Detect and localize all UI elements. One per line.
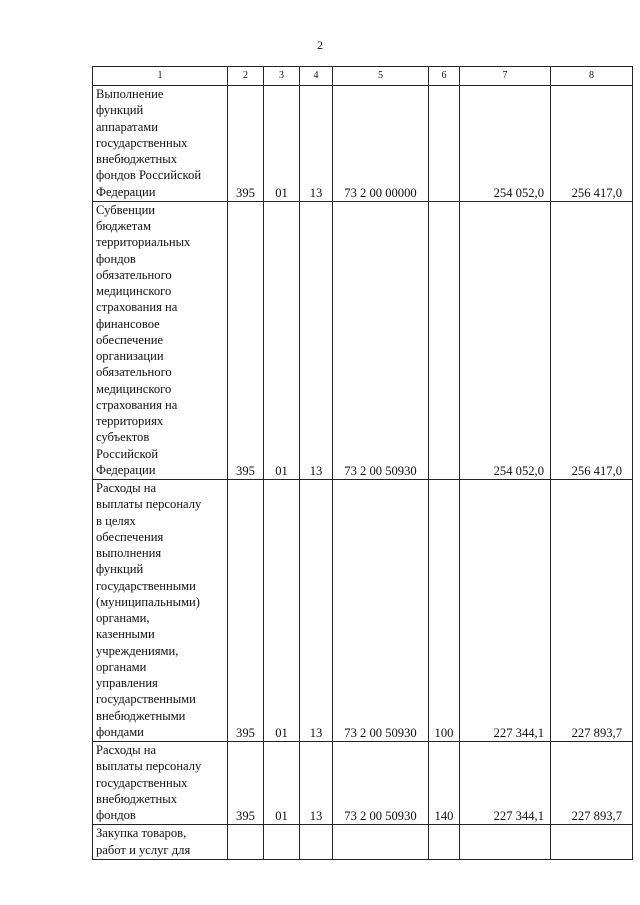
table-row xyxy=(93,86,633,202)
row-ministry-code: 395 xyxy=(228,742,264,825)
row-amount-col8 xyxy=(551,825,633,860)
row-expense-type: 100 xyxy=(429,480,460,742)
header-col-7: 7 xyxy=(460,67,551,86)
header-col-8: 8 xyxy=(551,67,633,86)
row-section-code: 01 xyxy=(264,201,300,479)
row-subsection-code: 13 xyxy=(300,86,333,202)
table-row xyxy=(93,480,633,742)
row-subsection-code: 13 xyxy=(300,201,333,479)
row-section-code: 01 xyxy=(264,742,300,825)
row-subsection-code xyxy=(300,825,333,860)
row-amount-col7: 254 052,0 xyxy=(460,86,551,202)
row-name: Выполнение функций аппаратами государственных внебюджетных фондов Российской Федерации xyxy=(93,86,228,202)
row-amount-col8: 227 893,7 xyxy=(551,480,633,742)
row-amount-col7 xyxy=(460,825,551,860)
header-row xyxy=(93,67,633,86)
row-expense-type: 140 xyxy=(429,742,460,825)
row-amount-col7: 227 344,1 xyxy=(460,742,551,825)
row-amount-col8: 256 417,0 xyxy=(551,201,633,479)
row-section-code: 01 xyxy=(264,480,300,742)
header-col-5: 5 xyxy=(333,67,429,86)
row-name: Расходы на выплаты персоналу в целях обеспечения выполнения функций государственными (муниципальными) органами, казенными учреждениями, органами управления государственными внебюджетными фондами xyxy=(93,480,228,742)
row-ministry-code xyxy=(228,825,264,860)
row-expense-type xyxy=(429,825,460,860)
row-ministry-code: 395 xyxy=(228,480,264,742)
row-subsection-code: 13 xyxy=(300,742,333,825)
row-amount-col8: 227 893,7 xyxy=(551,742,633,825)
row-name: Расходы на выплаты персоналу государственных внебюджетных фондов xyxy=(93,742,228,825)
budget-table xyxy=(92,66,633,860)
row-subsection-code: 13 xyxy=(300,480,333,742)
row-amount-col7: 227 344,1 xyxy=(460,480,551,742)
header-col-2: 2 xyxy=(228,67,264,86)
row-ministry-code: 395 xyxy=(228,86,264,202)
row-section-code xyxy=(264,825,300,860)
row-target-code: 73 2 00 00000 xyxy=(333,86,429,202)
table-row xyxy=(93,825,633,860)
header-col-4: 4 xyxy=(300,67,333,86)
table-row xyxy=(93,742,633,825)
row-name: Субвенции бюджетам территориальных фондов обязательного медицинского страхования на финансовое обеспечение организации обязательного медицинского страхования на территориях субъектов Российской Федерации xyxy=(93,201,228,479)
row-expense-type xyxy=(429,86,460,202)
row-target-code: 73 2 00 50930 xyxy=(333,201,429,479)
row-ministry-code: 395 xyxy=(228,201,264,479)
page-number: 2 xyxy=(317,38,323,52)
row-amount-col8: 256 417,0 xyxy=(551,86,633,202)
row-target-code: 73 2 00 50930 xyxy=(333,742,429,825)
row-expense-type xyxy=(429,201,460,479)
header-col-1: 1 xyxy=(93,67,228,86)
table-row xyxy=(93,201,633,479)
row-target-code xyxy=(333,825,429,860)
row-section-code: 01 xyxy=(264,86,300,202)
header-col-3: 3 xyxy=(264,67,300,86)
row-name: Закупка товаров, работ и услуг для xyxy=(93,825,228,860)
header-col-6: 6 xyxy=(429,67,460,86)
row-amount-col7: 254 052,0 xyxy=(460,201,551,479)
row-target-code: 73 2 00 50930 xyxy=(333,480,429,742)
